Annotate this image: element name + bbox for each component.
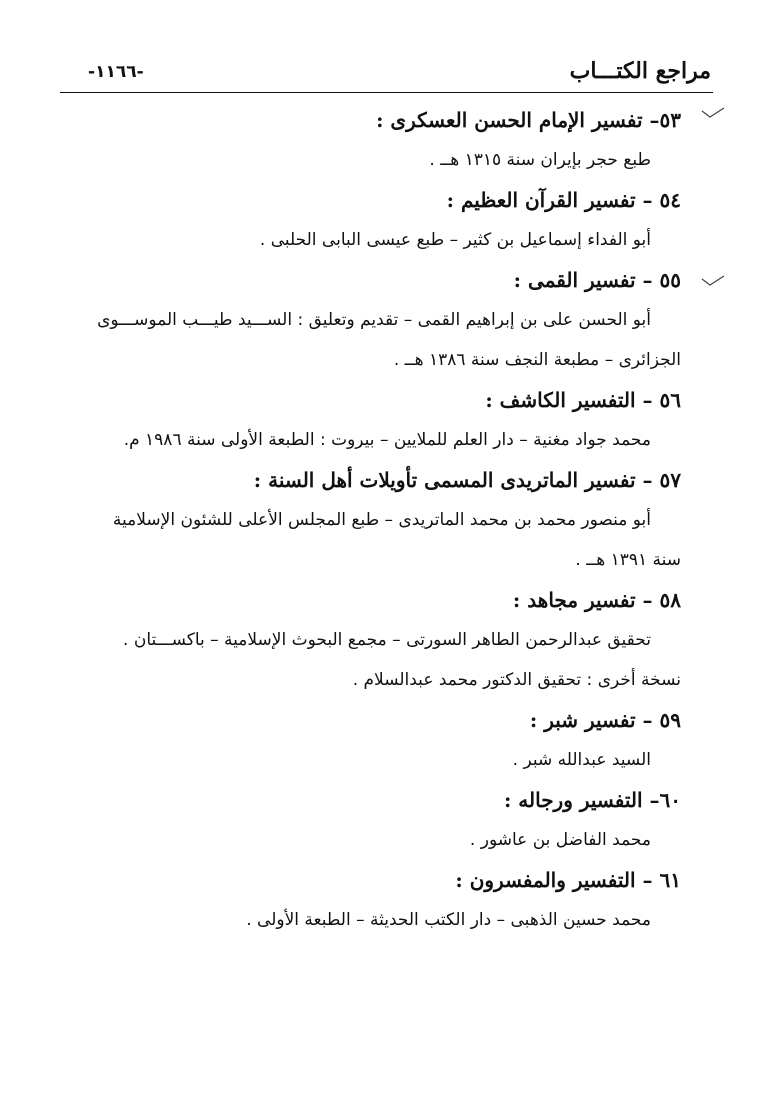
entry-body-line: نسخة أخرى : تحقيق الدكتور محمد عبدالسلام . (352, 670, 681, 690)
entry-heading: ٦١ – التفسير والمفسرون : (455, 868, 681, 892)
entry-heading: ٥٣– تفسير الإمام الحسن العسكرى : (376, 108, 681, 132)
entry-body-line: محمد حسين الذهبى – دار الكتب الحديثة – الطبعة الأولى . (246, 910, 651, 930)
page-number: -١١٦٦- (88, 62, 144, 82)
entry-heading: ٥٤ – تفسير القرآن العظيم : (446, 188, 681, 212)
reference-entry (70, 780, 681, 860)
entry-body-line: أبو الحسن على بن إبراهيم القمى – تقديم وتعليق : الســـيد طيـــب الموســـوى (97, 310, 651, 330)
entry-heading: ٥٥ – تفسير القمى : (513, 268, 681, 292)
references-list (70, 100, 681, 940)
entry-body-line: الجزائرى – مطبعة النجف سنة ١٣٨٦ هــ . (393, 350, 681, 370)
reference-entry (70, 460, 681, 580)
reference-entry (70, 580, 681, 700)
entry-body-line: السيد عبدالله شبر . (512, 750, 651, 770)
entry-body-line: محمد جواد مغنية – دار العلم للملايين – بيروت : الطبعة الأولى سنة ١٩٨٦ م. (123, 430, 651, 450)
reference-entry (70, 700, 681, 780)
entry-body-line: سنة ١٣٩١ هــ . (575, 550, 681, 570)
entry-heading: ٥٨ – تفسير مجاهد : (512, 588, 681, 612)
reference-entry (70, 860, 681, 940)
entry-body-line: محمد الفاضل بن عاشور . (469, 830, 651, 850)
entry-body-line: طبع حجر بإيران سنة ١٣١٥ هــ . (429, 150, 651, 170)
entry-body-line: أبو الفداء إسماعيل بن كثير – طبع عيسى البابى الحلبى . (259, 230, 651, 250)
entry-heading: ٥٩ – تفسير شبر : (529, 708, 681, 732)
header-rule (60, 92, 713, 93)
reference-entry (70, 380, 681, 460)
entry-heading: ٦٠– التفسير ورجاله : (503, 788, 681, 812)
checkmark-icon (700, 272, 726, 284)
entry-heading: ٥٧ – تفسير الماتريدى المسمى تأويلات أهل السنة : (253, 468, 681, 492)
checkmark-icon (700, 104, 726, 116)
reference-entry (70, 180, 681, 260)
entry-body-line: تحقيق عبدالرحمن الطاهر السورتى – مجمع البحوث الإسلامية – باكســـتان . (123, 630, 651, 650)
entry-heading: ٥٦ – التفسير الكاشف : (485, 388, 681, 412)
entry-body-line: أبو منصور محمد بن محمد الماتريدى – طبع المجلس الأعلى للشئون الإسلامية (112, 510, 651, 530)
reference-entry (70, 260, 681, 380)
reference-entry (70, 100, 681, 180)
header-title: مراجع الكتـــاب (569, 58, 711, 84)
